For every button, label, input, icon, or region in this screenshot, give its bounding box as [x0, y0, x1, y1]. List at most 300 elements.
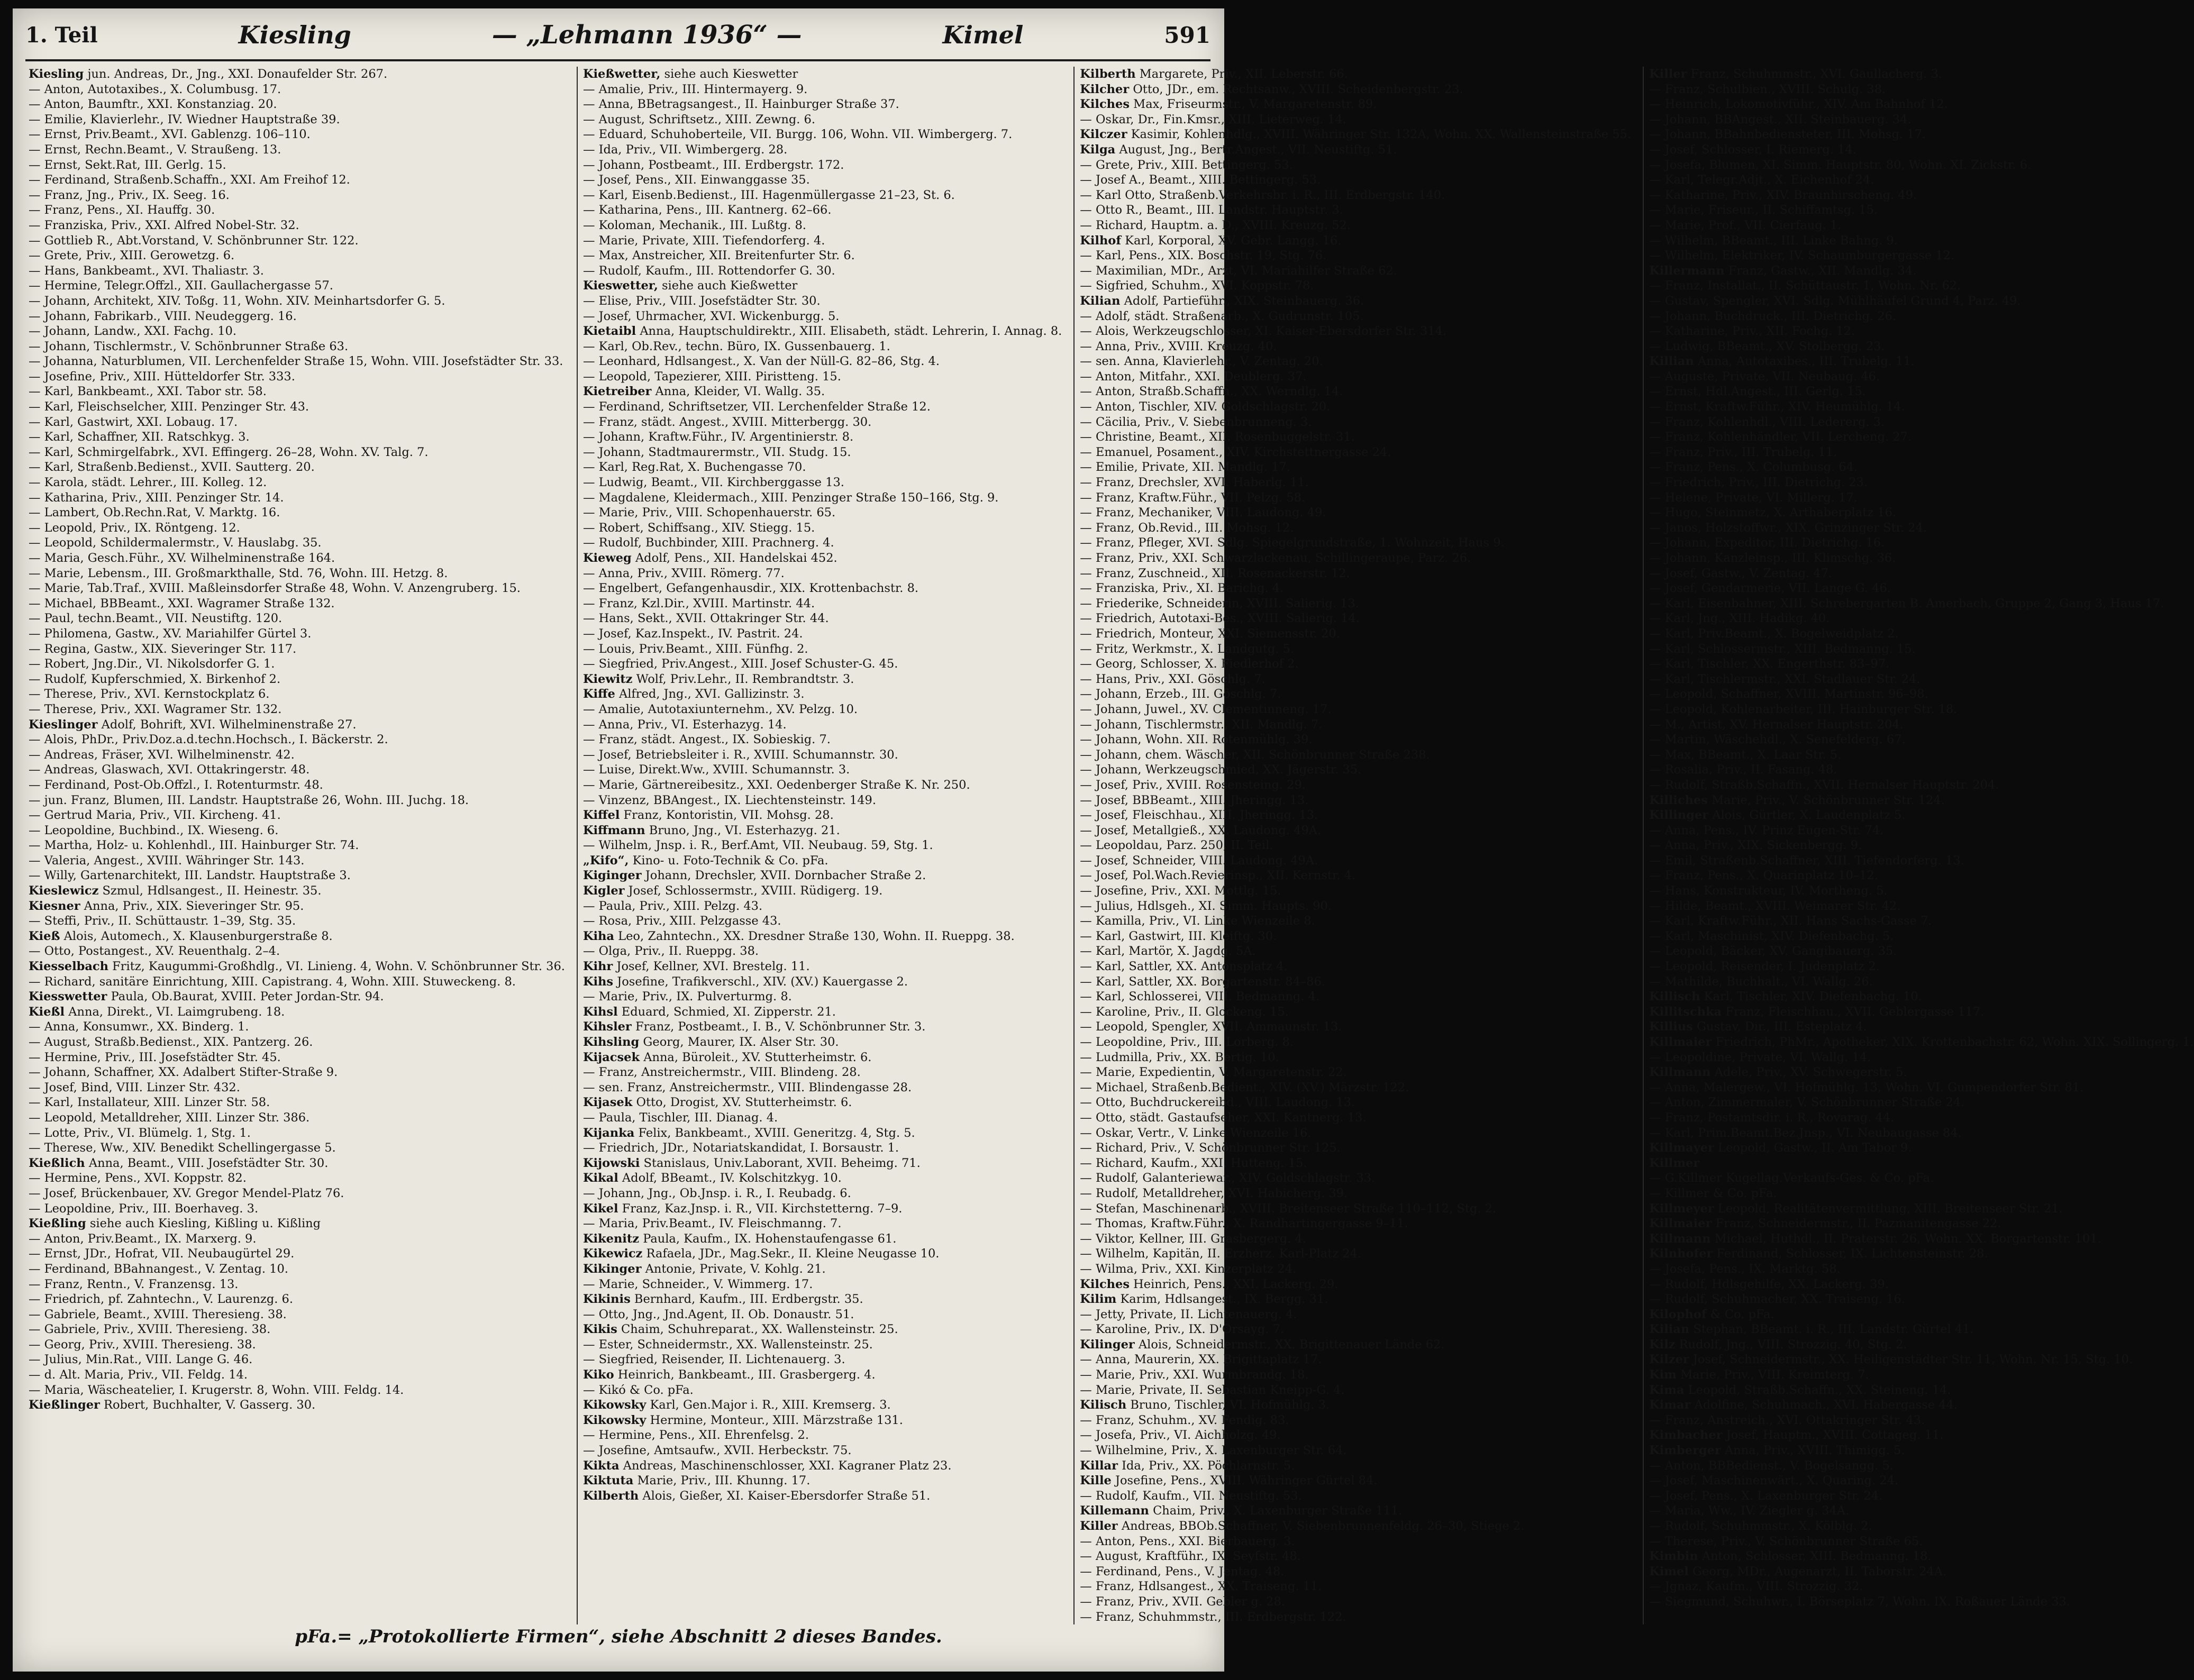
entry-text: — Karl, Sattler, XX. Antonsplatz 4.	[1080, 960, 1288, 974]
entry-text: — Lotte, Priv., VI. Blümelg. 1, Stg. 1.	[29, 1126, 251, 1140]
directory-entry	[583, 1292, 1062, 1307]
directory-entry	[1649, 1186, 2194, 1201]
directory-entry	[1649, 1110, 2194, 1126]
entry-surname: Kiktuta	[582, 1474, 634, 1488]
directory-entry	[583, 853, 1062, 869]
directory-entry	[29, 354, 565, 369]
entry-text: Alois, Automech., X. Klausenburgerstraße 8.	[63, 929, 333, 943]
entry-surname: Kiffe	[582, 687, 615, 701]
entry-surname: Killisch	[1649, 990, 1700, 1004]
directory-entry	[1649, 974, 2194, 990]
entry-text: — sen. Anna, Klavierlehr., V. Zentag. 20.	[1080, 354, 1323, 369]
directory-entry	[583, 354, 1062, 369]
entry-text: — Franz, städt. Angest., XVIII. Mitterbergg. 30.	[582, 415, 872, 429]
directory-entry	[1080, 1201, 1631, 1217]
directory-entry	[583, 672, 1062, 687]
directory-entry	[1080, 1095, 1631, 1110]
entry-surname: Kieslinger	[29, 717, 98, 732]
entry-text: — Paula, Priv., XIII. Pelzg. 43.	[582, 899, 763, 913]
entry-text: — Johann, Tischlermstr., V. Schönbrunner Straße 63.	[29, 339, 349, 353]
directory-entry	[1649, 399, 2194, 415]
entry-text: Otto, Drogist, XV. Stutterheimstr. 6.	[636, 1095, 852, 1110]
directory-entry	[1080, 1110, 1631, 1126]
directory-entry	[1080, 899, 1631, 914]
directory-entry	[1649, 1534, 2194, 1549]
directory-entry	[1649, 793, 2194, 808]
directory-entry	[1080, 717, 1631, 733]
entry-text: Josef, Hauptm., XVIII. Cottageg. 11.	[1726, 1428, 1944, 1442]
directory-entry	[29, 324, 565, 339]
page-header	[25, 18, 1210, 52]
entry-text: — Julius, Hdlsgeh., XI. Simm. Haupts. 90.	[1080, 899, 1332, 913]
directory-entry	[29, 656, 565, 672]
entry-text: Leopold, Gastw., II. Am Tabor 9.	[1718, 1141, 1912, 1155]
directory-entry	[1649, 656, 2194, 672]
entry-text: — Janos, Holzstoffwr., XIX. Grinzinger Str. 24.	[1649, 521, 1927, 535]
entry-text: — Adolf, städt. Straßenarb., X. Gudrunstr. 105.	[1080, 309, 1364, 323]
entry-text: Leo, Zahntechn., XX. Dresdner Straße 130, Wohn. II. Rueppg. 38.	[618, 929, 1015, 943]
entry-text: — G.Killmer Kugellag.Verkaufs-Ges. & Co. pFa.	[1649, 1171, 1934, 1185]
directory-entry	[583, 1246, 1062, 1262]
entry-text: — Marie, Priv., XXI. Wurmbrandg. 18.	[1080, 1368, 1309, 1382]
entry-text: — Karl, Tischlermstr., XXI. Stadlauer Str. 24.	[1649, 672, 1920, 686]
directory-entry	[1080, 490, 1631, 506]
entry-surname: Kilcher	[1080, 82, 1130, 96]
directory-entry	[1649, 1246, 2194, 1262]
directory-entry	[1080, 929, 1631, 944]
directory-entry	[583, 172, 1062, 188]
entry-surname: Killer	[1080, 1519, 1118, 1533]
entry-text: — Rudolf, Kaufm., VII. Neustiftg. 53.	[1080, 1489, 1302, 1503]
entry-surname: Kikinger	[582, 1262, 642, 1276]
entry-text: — Robert, Schiffsang., XIV. Stiegg. 15.	[582, 521, 815, 535]
entry-text: — Karl, Telegr.Adjt., X. Eichenhof 24.	[1649, 173, 1874, 187]
directory-entry	[1080, 1005, 1631, 1020]
entry-text: — Otto, Jng., Jnd.Agent, II. Ob. Donaustr. 51.	[582, 1307, 854, 1321]
entry-text: — Max, Anstreicher, XII. Breitenfurter Str. 6.	[582, 249, 855, 263]
entry-text: Anna, Hauptschuldirektr., XIII. Elisabeth, städt. Lehrerin, I. Annag. 8.	[640, 324, 1062, 339]
entry-text: — Max, BBeamt., X. Laar Str. 5.	[1649, 747, 1842, 762]
entry-surname: Kikinis	[582, 1292, 631, 1307]
entry-text: — Franz, Mechaniker, VIII. Laudong. 49.	[1080, 506, 1326, 520]
directory-entry	[1080, 747, 1631, 763]
directory-entry	[1649, 127, 2194, 142]
entry-text: Alfred, Jng., XVI. Gallizinstr. 3.	[618, 687, 805, 701]
directory-entry	[1080, 1458, 1631, 1474]
entry-text: — Anton, Zimmermaler, V. Schönbrunner Straße 24.	[1649, 1095, 1965, 1110]
header-rule	[25, 59, 1210, 61]
entry-text: jun. Andreas, Dr., Jng., XXI. Donaufelder Str. 267.	[87, 67, 388, 81]
entry-text: — Johann, Landw., XXI. Fachg. 10.	[29, 324, 237, 339]
directory-entry	[1649, 294, 2194, 309]
entry-text: Ferdinand, Schlosser, IX. Lichtensteinstr. 28.	[1716, 1247, 1988, 1261]
directory-entry	[583, 475, 1062, 490]
directory-entry	[29, 1231, 565, 1247]
entry-text: — Amalie, Autotaxiunternehm., XV. Pelzg. 10.	[582, 702, 858, 716]
directory-entry	[29, 445, 565, 460]
directory-entry	[1649, 218, 2194, 233]
entry-text: — Leopold, Tapezierer, XIII. Piristteng. 15.	[582, 369, 841, 384]
entry-text: — Friedrich, pf. Zahntechn., V. Laurenzg. 6.	[29, 1292, 293, 1307]
entry-text: — Fritz, Werkmstr., X. Landgutg. 5.	[1080, 642, 1295, 656]
entry-surname: Kilian	[1080, 294, 1121, 308]
entry-text: — Ferdinand, Straßenb.Schaffn., XXI. Am Freihof 12.	[29, 173, 350, 187]
directory-entry	[583, 823, 1062, 838]
column-2	[577, 67, 1062, 1624]
directory-entry	[1080, 369, 1631, 385]
directory-entry	[1649, 1383, 2194, 1398]
entry-text: Adele, Priv., XV. Schwegerstr. 5.	[1714, 1065, 1907, 1080]
directory-entry	[1080, 82, 1631, 97]
entry-text: Andreas, Maschinenschlosser, XXI. Kagraner Platz 23.	[623, 1458, 952, 1473]
entry-text: Franz, Postbeamt., I. B., V. Schönbrunner Str. 3.	[635, 1020, 926, 1034]
directory-entry	[1649, 369, 2194, 385]
entry-surname: Killiches	[1649, 793, 1708, 807]
directory-entry	[1080, 505, 1631, 521]
directory-entry	[583, 1110, 1062, 1126]
entry-surname: Kimbacher	[1649, 1428, 1723, 1442]
entry-text: Andreas, BBOb.Schaffner, V. Siebenbrunnenfeldg. 26–30, Stiege 2.	[1121, 1519, 1525, 1533]
directory-entry	[1649, 172, 2194, 188]
entry-surname: Killmann	[1649, 1231, 1711, 1246]
entry-text: — Leopold, Schaffner, XVIII. Martinstr. 96–98.	[1649, 687, 1928, 701]
directory-entry	[583, 1458, 1062, 1474]
entry-surname: Kille	[1080, 1474, 1112, 1488]
entry-text: — Katharina, Priv., XIII. Penzinger Str. 14.	[29, 490, 284, 505]
entry-text: — Josef, Pens., X. Laxenburger Str. 24.	[1649, 1489, 1883, 1503]
entry-text: — Franz, Hdlsangest., XX. Traiseng. 11.	[1080, 1579, 1322, 1594]
entry-text: — Friederike, Schneiderin, XVIII. Salierig. 13.	[1080, 596, 1359, 610]
entry-text: Franz, Gastw., XII. Mandlg. 34.	[1728, 263, 1917, 278]
directory-entry	[1080, 127, 1631, 142]
entry-text: Josef, Schneidermstr., XX. Heiligenstädter Str. 11, Wohn. Nr. 15, Stg. 10.	[1692, 1353, 2133, 1367]
entry-text: — Leopoldine, Priv., III. Lorberg. 8.	[1080, 1035, 1294, 1049]
directory-entry	[1080, 1019, 1631, 1035]
directory-entry	[583, 974, 1062, 990]
directory-entry	[583, 989, 1062, 1005]
entry-surname: Kietaibl	[582, 324, 636, 339]
directory-entry	[583, 415, 1062, 430]
entry-text: — Karl, Bankbeamt., XXI. Tabor str. 58.	[29, 385, 267, 399]
directory-entry	[1080, 974, 1631, 990]
entry-surname: Kikel	[582, 1201, 618, 1216]
directory-entry	[29, 702, 565, 717]
entry-text: — jun. Franz, Blumen, III. Landstr. Hauptstraße 26, Wohn. III. Juchg. 18.	[29, 793, 469, 807]
directory-entry	[29, 97, 565, 112]
entry-surname: Kilches	[1080, 97, 1130, 112]
directory-entry	[1080, 914, 1631, 929]
directory-entry	[1649, 959, 2194, 974]
directory-entry	[1080, 1579, 1631, 1594]
entry-text: Adolfine, Schuhmach., XVI. Habergasse 44.	[1694, 1398, 1958, 1412]
entry-text: — Mathilde, Buchhalt., VI. Wallg. 26.	[1649, 974, 1873, 989]
directory-entry	[1080, 1519, 1631, 1534]
entry-surname: Kihsling	[582, 1035, 640, 1049]
directory-entry	[1649, 687, 2194, 702]
entry-text: Ida, Priv., XX. Pöchlarnstr. 5.	[1122, 1458, 1295, 1473]
directory-entry	[1080, 1489, 1631, 1504]
entry-text: — Siegfried, Reisender, II. Lichtenauerg. 3.	[582, 1353, 845, 1367]
entry-text: — Therese, Ww., XIV. Benedikt Schellingergasse 5.	[29, 1141, 336, 1155]
entry-surname: Kieslewicz	[29, 884, 99, 898]
directory-page	[13, 8, 2194, 1672]
entry-text: Heinrich, Bankbeamt., III. Grasbergerg. 4.	[617, 1368, 876, 1382]
directory-entry	[1649, 158, 2194, 173]
entry-text: — Katharine, Priv., XII. Fochg. 12.	[1649, 324, 1855, 339]
entry-text: — Karl, Eisenbahner, XIII. Schrebergarten B. Amerbach, Gruppe 2, Gang 3, Haus 17.	[1649, 596, 2164, 610]
entry-text: Josef, Kellner, XVI. Brestelg. 11.	[616, 960, 810, 974]
directory-entry	[583, 596, 1062, 611]
entry-text: — Rudolf, Metalldreher, XVI. Habicherg. 39.	[1080, 1186, 1348, 1200]
entry-text: Kino- u. Foto-Technik & Co. pFa.	[632, 853, 829, 868]
directory-columns	[29, 67, 2194, 1624]
directory-entry	[583, 959, 1062, 974]
entry-text: — Hermine, Pens., XVI. Koppstr. 82.	[29, 1171, 247, 1185]
directory-entry	[583, 1262, 1062, 1277]
directory-entry	[583, 914, 1062, 929]
entry-text: — Karoline, Priv., II. Glockeng. 15.	[1080, 1005, 1289, 1019]
directory-entry	[29, 1050, 565, 1065]
directory-entry	[583, 1095, 1062, 1110]
directory-entry	[1649, 1564, 2194, 1579]
entry-text: — Karl, Ob.Rev., techn. Büro, IX. Gussenbauerg. 1.	[582, 339, 890, 353]
entry-text: — Leopold, Spengler, XVII. Ammaunstr. 13.	[1080, 1020, 1342, 1034]
entry-text: — Willy, Gartenarchitekt, III. Landstr. Hauptstraße 3.	[29, 869, 351, 883]
entry-text: Adolf, Partieführ., XIX. Steinbauerg. 36.	[1124, 294, 1364, 308]
entry-surname: Kiesner	[29, 899, 80, 913]
entry-text: — Franz, Postamtsdir. i. R., Rovarag. 44.	[1649, 1110, 1895, 1125]
entry-text: — Richard, Kaufm., XXI. Hutteng. 15.	[1080, 1156, 1307, 1170]
entry-text: — Marie, Friseur., II. Schiffamtsg. 15.	[1649, 203, 1878, 217]
entry-text: — Ester, Schneidermstr., XX. Wallensteinstr. 25.	[582, 1337, 873, 1352]
entry-text: Paula, Kaufm., IX. Hohenstaufengasse 61.	[643, 1231, 897, 1246]
entry-text: — Rudolf, Kupferschmied, X. Birkenhof 2.	[29, 672, 281, 686]
entry-text: — Michael, Straßenb.Bedient., XIV. (XV.) Märzstr. 122.	[1080, 1080, 1409, 1094]
entry-text: — Wilhelm, Jnsp. i. R., Berf.Amt, VII. Neubaug. 59, Stg. 1.	[582, 838, 933, 853]
entry-text: — Steffi, Priv., II. Schüttaustr. 1–39, Stg. 35.	[29, 914, 296, 928]
entry-surname: Kilberth	[582, 1489, 639, 1503]
directory-entry	[29, 1337, 565, 1353]
entry-text: — Gabriele, Priv., XVIII. Theresieng. 38.	[29, 1322, 271, 1337]
entry-text: — Josefine, Priv., XIII. Hütteldorfer Str. 333.	[29, 369, 295, 384]
directory-entry	[1080, 868, 1631, 883]
entry-text: — Josefa, Priv., VI. Aichholzg. 49.	[1080, 1428, 1281, 1442]
entry-text: August, Jng., Bertr.Angest., VII. Neustiftg. 51.	[1119, 142, 1397, 157]
entry-text: Wolf, Priv.Lehr., II. Rembrandtstr. 3.	[636, 672, 854, 686]
entry-surname: Killmayer	[1649, 1141, 1714, 1155]
directory-entry	[29, 1171, 565, 1186]
entry-text: — Josef, Gastw., V. Zentag. 47.	[1649, 566, 1833, 580]
entry-text: — Robert, Jng.Dir., VI. Nikolsdorfer G. 1.	[29, 657, 275, 671]
entry-text: — Leopold, Reisender, I. Judenplatz 2.	[1649, 960, 1880, 974]
directory-entry	[1649, 596, 2194, 611]
directory-entry	[1649, 642, 2194, 657]
entry-text: — Franz, städt. Angest., IX. Sobieskig. 7.	[582, 733, 831, 747]
entry-text: — Philomena, Gastw., XV. Mariahilfer Gürtel 3.	[29, 626, 312, 641]
directory-entry	[1649, 1126, 2194, 1141]
directory-entry	[583, 203, 1062, 218]
directory-entry	[583, 929, 1062, 944]
directory-entry	[1649, 1473, 2194, 1489]
directory-entry	[29, 430, 565, 445]
entry-text: — Johann, Schaffner, XX. Adalbert Stifter-Straße 9.	[29, 1065, 338, 1080]
entry-surname: Kießwetter,	[582, 67, 661, 81]
entry-text: — Hermine, Telegr.Offzl., XII. Gaullachergasse 57.	[29, 279, 333, 293]
entry-text: — Friedrich, JDr., Notariatskandidat, I. Borsaustr. 1.	[582, 1141, 899, 1155]
entry-text: — Emilie, Klavierlehr., IV. Wiedner Hauptstraße 39.	[29, 112, 340, 126]
directory-entry	[29, 263, 565, 279]
directory-entry	[583, 883, 1062, 899]
entry-text: — Franz, Zuschneid., XII. Rosenackerstr. 12.	[1080, 566, 1350, 580]
entry-text: — Ernst, JDr., Hofrat, VII. Neubaugürtel 29.	[29, 1247, 295, 1261]
entry-text: — Karl, Installateur, XIII. Linzer Str. 58.	[29, 1095, 270, 1110]
directory-entry	[583, 1398, 1062, 1413]
directory-entry	[1080, 521, 1631, 536]
directory-entry	[583, 1322, 1062, 1337]
directory-entry	[29, 1246, 565, 1262]
directory-entry	[1649, 853, 2194, 869]
entry-surname: Kilches	[1080, 1277, 1130, 1291]
entry-text: Felix, Bankbeamt., XVIII. Generitzg. 4, Stg. 5.	[638, 1126, 915, 1140]
directory-entry	[1080, 687, 1631, 702]
directory-entry	[1080, 626, 1631, 642]
directory-entry	[1649, 445, 2194, 460]
directory-entry	[29, 823, 565, 838]
directory-entry	[1649, 354, 2194, 369]
directory-entry	[1080, 1610, 1631, 1625]
directory-entry	[1080, 475, 1631, 490]
directory-entry	[1649, 384, 2194, 399]
directory-entry	[1649, 1216, 2194, 1231]
directory-entry	[583, 747, 1062, 763]
entry-surname: Kiko	[582, 1368, 614, 1382]
entry-text: — Ernst, Priv.Beamt., XVI. Gablenzg. 106–110.	[29, 127, 311, 142]
entry-surname: Kikis	[582, 1322, 617, 1337]
directory-entry	[29, 248, 565, 263]
directory-entry	[1080, 838, 1631, 853]
directory-entry	[583, 1216, 1062, 1231]
directory-entry	[1080, 1398, 1631, 1413]
entry-text: — Oskar, Dr., Fin.Kmsr., XIII. Lieterweg. 14.	[1080, 112, 1346, 126]
page-number: 591	[1164, 22, 1210, 48]
entry-surname: Kim	[1649, 1368, 1677, 1382]
directory-entry	[583, 1367, 1062, 1383]
entry-surname: Kimberger	[1649, 1444, 1721, 1458]
directory-entry	[1080, 656, 1631, 672]
entry-text: — Otto, Buchdruckereibd., VIII. Laudong. 13.	[1080, 1095, 1355, 1110]
directory-entry	[583, 233, 1062, 249]
entry-text: — Johann, Juwel., XV. Clementinneng. 17.	[1080, 702, 1332, 716]
directory-entry	[583, 445, 1062, 460]
entry-surname: Kiha	[582, 929, 614, 943]
directory-entry	[1080, 959, 1631, 974]
directory-entry	[29, 309, 565, 324]
entry-surname: Killemann	[1080, 1504, 1149, 1518]
directory-entry	[1080, 551, 1631, 566]
entry-text: — Karl, Priv.Beamt., X. Bogelweidplatz 2.	[1649, 626, 1899, 641]
entry-surname: Killar	[1080, 1458, 1118, 1473]
directory-entry	[583, 1186, 1062, 1201]
entry-text: — Franz, Jng., Priv., IX. Seeg. 16.	[29, 188, 230, 202]
directory-entry	[1649, 490, 2194, 506]
directory-entry	[29, 1126, 565, 1141]
entry-text: — Anna, Priv., XVIII. Römerg. 77.	[582, 566, 785, 580]
directory-entry	[1080, 142, 1631, 158]
entry-text: — sen. Franz, Anstreichermstr., VIII. Blindengasse 28.	[582, 1080, 912, 1094]
directory-entry	[1649, 97, 2194, 112]
entry-text: & Co. pFa.	[1710, 1307, 1774, 1321]
entry-text: — Karl, Schlosserei, VIII. Bedmanng. 4.	[1080, 990, 1320, 1004]
directory-entry	[583, 399, 1062, 415]
entry-surname: Kijanka	[582, 1126, 635, 1140]
entry-text: — Marie, Priv., VIII. Schopenhauerstr. 65.	[582, 506, 836, 520]
directory-entry	[1649, 1156, 2194, 1171]
entry-text: — Anton, Autotaxibes., X. Columbusg. 17.	[29, 82, 281, 96]
entry-surname: Kikowsky	[582, 1413, 647, 1427]
directory-entry	[1080, 460, 1631, 475]
directory-entry	[583, 384, 1062, 399]
entry-text: — Regina, Gastw., XIX. Sieveringer Str. 117.	[29, 642, 297, 656]
entry-surname: Killmann	[1649, 1065, 1711, 1080]
entry-text: — Wilhelm, BBeamt., III. Linke Bahng. 9.	[1649, 233, 1898, 248]
entry-text: — Josefa, Pens., IX. Marktg. 58.	[1649, 1262, 1841, 1276]
entry-text: — Josef, Kaz.Inspekt., IV. Pastrit. 24.	[582, 626, 803, 641]
directory-entry	[29, 521, 565, 536]
entry-text: — Luise, Direkt.Ww., XVIII. Schumannstr. 3.	[582, 763, 850, 777]
entry-text: — Hans, Konstrukteur, IV. Mortheng. 5.	[1649, 884, 1888, 898]
entry-text: — Julius, Min.Rat., VIII. Lange G. 46.	[29, 1353, 253, 1367]
directory-entry	[583, 1307, 1062, 1322]
entry-surname: Killinger	[1649, 808, 1709, 823]
directory-entry	[1080, 294, 1631, 309]
directory-entry	[1080, 445, 1631, 460]
directory-entry	[1649, 672, 2194, 687]
entry-text: Marie, Priv., VIII. Kreimterg. 7.	[1680, 1368, 1869, 1382]
entry-text: Anna, Kleider, VI. Wallg. 35.	[655, 385, 825, 399]
entry-text: — Franziska, Priv., XI. Barichg. 4.	[1080, 581, 1284, 596]
directory-entry	[29, 142, 565, 158]
entry-text: — Josef, Maschinenwärt., X. Quaring. 24.	[1649, 1474, 1899, 1488]
entry-text: — Katharina, Pens., III. Kantnerg. 62–66.	[582, 203, 832, 217]
directory-entry	[583, 1156, 1062, 1171]
directory-entry	[1080, 384, 1631, 399]
entry-text: — Ernst, Rechn.Beamt., V. Straußeng. 13.	[29, 142, 281, 157]
directory-entry	[583, 1035, 1062, 1050]
directory-entry	[1080, 309, 1631, 324]
directory-entry	[583, 1352, 1062, 1367]
entry-text: — Rudolf, Straßb.Schaffn., XVII. Hernalser Hauptstr. 204.	[1649, 778, 1999, 792]
directory-entry	[29, 1186, 565, 1201]
directory-entry	[583, 1080, 1062, 1095]
entry-text: — Karl Otto, Straßenb.Verkehrsbr. i. R., III. Erdbergstr. 140.	[1080, 188, 1445, 202]
directory-entry	[29, 899, 565, 914]
directory-entry	[1649, 339, 2194, 354]
entry-surname: Kilberth	[1080, 67, 1136, 81]
directory-entry	[1649, 309, 2194, 324]
directory-entry	[1080, 853, 1631, 869]
directory-entry	[1649, 1489, 2194, 1504]
entry-text: — Maximilian, MDr., Arzt, VI. Mariahilfer Straße 62.	[1080, 263, 1398, 278]
entry-text: Heinrich, Pens., XXI. Lackerg. 29.	[1133, 1277, 1339, 1291]
directory-entry	[583, 67, 1062, 82]
directory-entry	[1649, 899, 2194, 914]
directory-entry	[1080, 1473, 1631, 1489]
entry-text: — Killmer & Co. pFa.	[1649, 1186, 1777, 1200]
entry-text: Anna, Beamt., VIII. Josefstädter Str. 30.	[88, 1156, 329, 1170]
directory-entry	[1080, 1262, 1631, 1277]
entry-surname: Kietreiber	[582, 385, 652, 399]
directory-entry	[1649, 1065, 2194, 1080]
